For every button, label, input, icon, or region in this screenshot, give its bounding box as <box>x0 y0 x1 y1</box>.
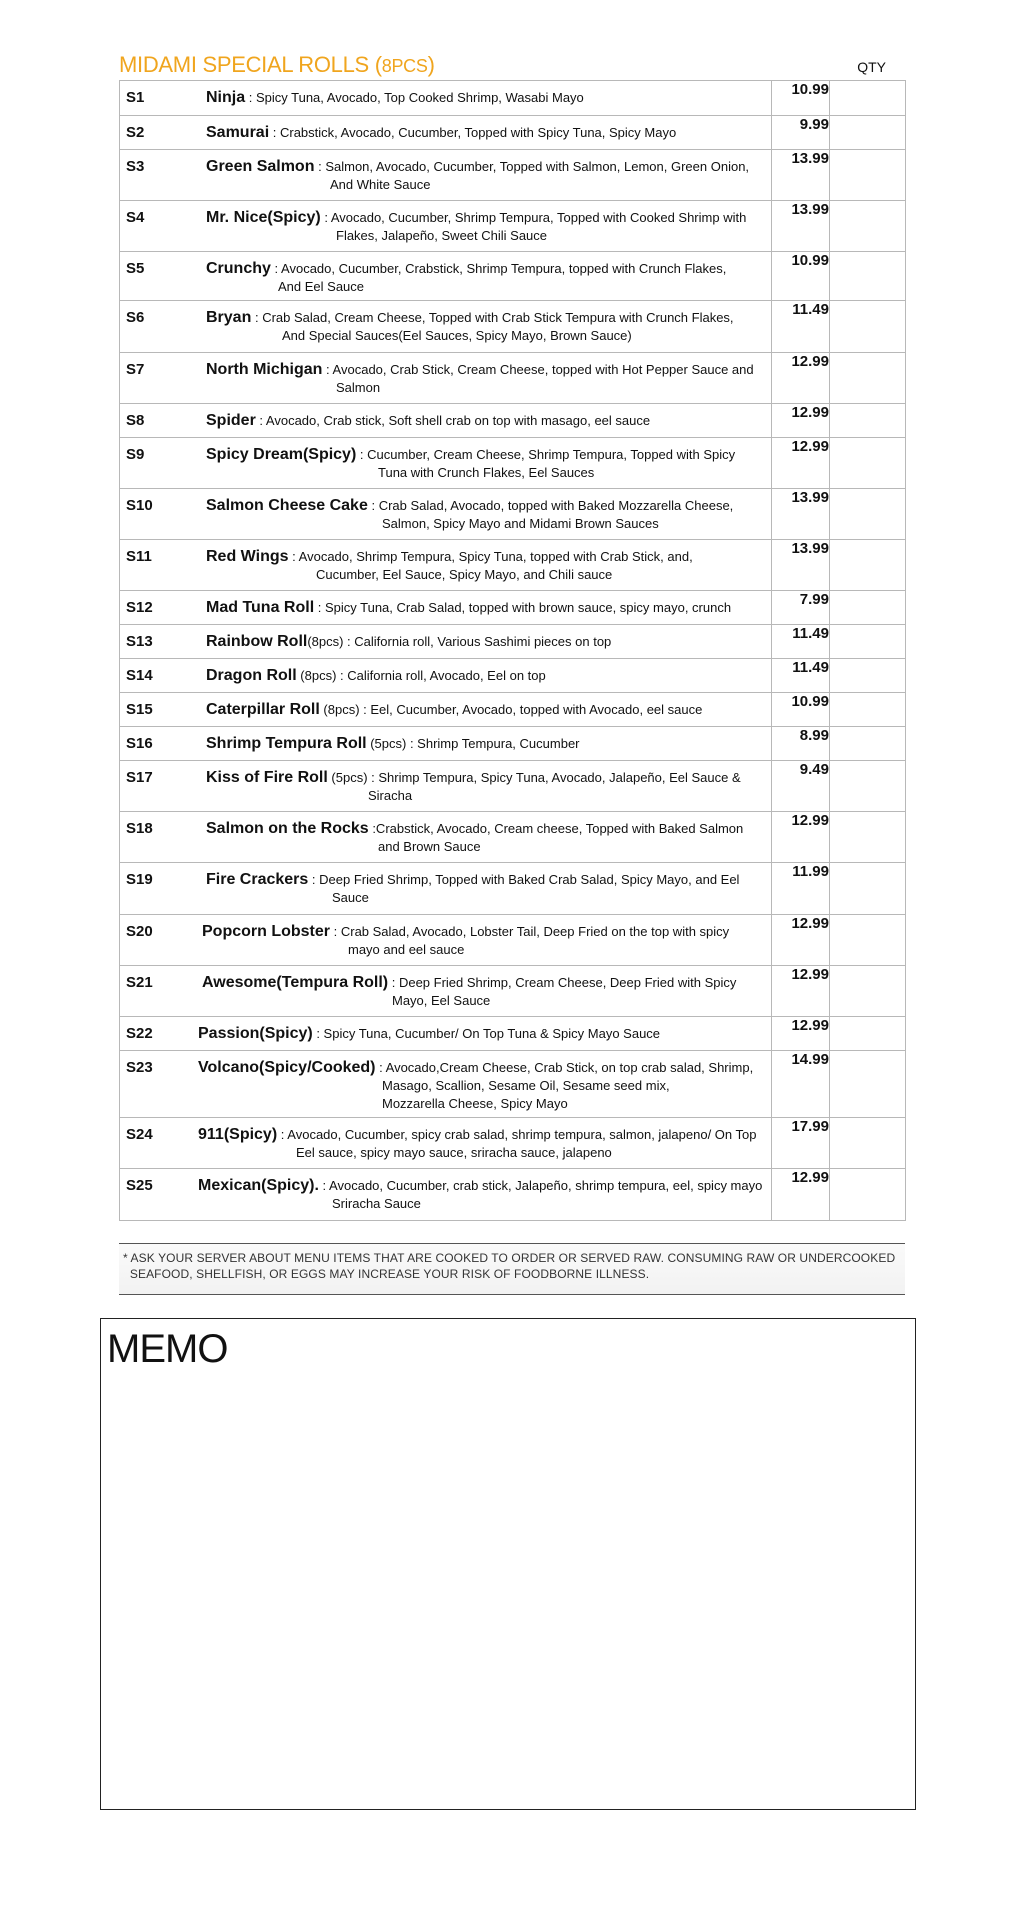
item-qty-input[interactable] <box>830 812 906 863</box>
item-cell <box>120 1118 772 1169</box>
item-qty-input[interactable] <box>830 693 906 727</box>
item-cell <box>120 301 772 353</box>
item-code: S17 <box>126 769 153 786</box>
disclaimer-line-2: SEAFOOD, SHELLFISH, OR EGGS MAY INCREASE YOUR RISK OF FOODBORNE ILLNESS. <box>129 1267 650 1281</box>
item-cell <box>120 252 772 301</box>
item-description-continued: And Eel Sauce <box>278 279 365 294</box>
item-name: Passion(Spicy) <box>198 1025 313 1042</box>
item-cell <box>120 1169 772 1221</box>
item-name: Popcorn Lobster <box>202 923 331 940</box>
table-row <box>120 693 906 727</box>
item-price: 13.99 <box>772 540 830 591</box>
item-code: S1 <box>126 89 145 106</box>
item-name: Shrimp Tempura Roll <box>206 735 367 752</box>
item-name: Bryan <box>206 309 252 326</box>
item-description-continued: Flakes, Jalapeño, Sweet Chili Sauce <box>336 228 548 243</box>
item-code: S2 <box>126 124 145 141</box>
table-row <box>120 489 906 540</box>
item-code: S12 <box>126 599 153 616</box>
item-price: 12.99 <box>772 1017 830 1051</box>
item-description-continued: Sauce <box>332 890 369 905</box>
item-code: S25 <box>126 1177 153 1194</box>
item-description-continued: Sriracha Sauce <box>332 1196 421 1211</box>
item-cell <box>120 761 772 812</box>
item-cell <box>120 81 772 116</box>
item-description-continued: mayo and eel sauce <box>348 942 465 957</box>
item-price: 10.99 <box>772 252 830 301</box>
table-row <box>120 625 906 659</box>
item-price: 17.99 <box>772 1118 830 1169</box>
item-description: : Avocado, Crab stick, Soft shell crab on top with masago, eel sauce <box>255 413 651 428</box>
item-code: S15 <box>126 701 153 718</box>
item-code: S18 <box>126 820 153 837</box>
item-cell <box>120 915 772 966</box>
item-description: : Crabstick, Avocado, Cucumber, Topped with Spicy Tuna, Spicy Mayo <box>269 125 677 140</box>
item-description: : Avocado, Crab Stick, Cream Cheese, topped with Hot Pepper Sauce and <box>322 362 754 377</box>
item-price: 14.99 <box>772 1051 830 1118</box>
item-description: : Spicy Tuna, Avocado, Top Cooked Shrimp, Wasabi Mayo <box>245 90 584 105</box>
item-code: S5 <box>126 260 145 277</box>
item-cell <box>120 659 772 693</box>
item-qty-input[interactable] <box>830 591 906 625</box>
item-price: 10.99 <box>772 81 830 116</box>
item-price: 11.49 <box>772 625 830 659</box>
item-qty-input[interactable] <box>830 659 906 693</box>
table-row <box>120 659 906 693</box>
item-qty-input[interactable] <box>830 1169 906 1221</box>
item-cell <box>120 540 772 591</box>
section-title-main: MIDAMI SPECIAL ROLLS ( <box>119 52 382 77</box>
item-description: : Avocado, Cucumber, spicy crab salad, shrimp tempura, salmon, jalapeno/ On Top <box>277 1127 757 1142</box>
table-row <box>120 966 906 1017</box>
table-row <box>120 1118 906 1169</box>
item-code: S19 <box>126 871 153 888</box>
item-price: 12.99 <box>772 438 830 489</box>
item-description-continued: Siracha <box>368 788 413 803</box>
item-description: :Crabstick, Avocado, Cream cheese, Topped with Baked Salmon <box>368 821 744 836</box>
item-code: S3 <box>126 158 145 175</box>
table-row <box>120 1017 906 1051</box>
section-title-close: ) <box>427 52 435 77</box>
item-code: S23 <box>126 1059 153 1076</box>
item-qty-input[interactable] <box>830 301 906 353</box>
memo-box[interactable] <box>100 1318 916 1810</box>
item-qty-input[interactable] <box>830 625 906 659</box>
item-name: Caterpillar Roll <box>206 701 320 718</box>
item-price: 9.99 <box>772 116 830 150</box>
item-cell <box>120 116 772 150</box>
item-price: 13.99 <box>772 201 830 252</box>
item-description: : Deep Fried Shrimp, Topped with Baked Crab Salad, Spicy Mayo, and Eel <box>308 872 740 887</box>
item-qty-input[interactable] <box>830 81 906 116</box>
item-description: : Avocado,Cream Cheese, Crab Stick, on top crab salad, Shrimp, <box>375 1060 754 1075</box>
table-row <box>120 81 906 116</box>
item-name: Crunchy <box>206 260 271 277</box>
item-description: : Avocado, Shrimp Tempura, Spicy Tuna, topped with Crab Stick, and, <box>288 549 693 564</box>
item-price: 11.99 <box>772 863 830 915</box>
item-cell <box>120 150 772 201</box>
item-price: 12.99 <box>772 1169 830 1221</box>
item-code: S4 <box>126 209 145 226</box>
table-row <box>120 252 906 301</box>
item-description-continued: Eel sauce, spicy mayo sauce, sriracha sauce, jalapeno <box>296 1145 612 1160</box>
item-cell <box>120 727 772 761</box>
table-row <box>120 353 906 404</box>
item-qty-input[interactable] <box>830 353 906 404</box>
item-description: : Crab Salad, Cream Cheese, Topped with Crab Stick Tempura with Crunch Flakes, <box>251 310 734 325</box>
item-name: North Michigan <box>206 361 323 378</box>
item-qty-input[interactable] <box>830 438 906 489</box>
table-row <box>120 150 906 201</box>
table-row <box>120 540 906 591</box>
item-name: Mexican(Spicy). <box>198 1177 319 1194</box>
item-name: Fire Crackers <box>206 871 309 888</box>
item-cell <box>120 863 772 915</box>
item-description: (5pcs) : Shrimp Tempura, Cucumber <box>366 736 580 751</box>
item-name: Samurai <box>206 124 270 141</box>
rolls-table <box>119 80 906 1221</box>
item-price: 12.99 <box>772 353 830 404</box>
item-name: Ninja <box>206 89 246 106</box>
item-code: S21 <box>126 974 153 991</box>
item-description: (5pcs) : Shrimp Tempura, Spicy Tuna, Avocado, Jalapeño, Eel Sauce & <box>327 770 741 785</box>
item-description: : Crab Salad, Avocado, Lobster Tail, Deep Fried on the top with spicy <box>330 924 730 939</box>
item-code: S11 <box>126 548 152 565</box>
item-description: (8pcs) : Eel, Cucumber, Avocado, topped with Avocado, eel sauce <box>319 702 703 717</box>
item-description: : Deep Fried Shrimp, Cream Cheese, Deep Fried with Spicy <box>388 975 737 990</box>
item-description-continued: and Brown Sauce <box>378 839 481 854</box>
item-cell <box>120 693 772 727</box>
item-cell <box>120 201 772 252</box>
item-name: Spicy Dream(Spicy) <box>206 446 357 463</box>
item-price: 12.99 <box>772 404 830 438</box>
item-code: S9 <box>126 446 145 463</box>
item-description-continued: Salmon, Spicy Mayo and Midami Brown Sauces <box>382 516 659 531</box>
item-cell <box>120 625 772 659</box>
item-name: Salmon on the Rocks <box>206 820 369 837</box>
item-qty-input[interactable] <box>830 863 906 915</box>
item-description-continued: Cucumber, Eel Sauce, Spicy Mayo, and Chili sauce <box>316 567 613 582</box>
table-row <box>120 915 906 966</box>
item-cell <box>120 489 772 540</box>
table-row <box>120 116 906 150</box>
item-cell <box>120 966 772 1017</box>
item-description: : Crab Salad, Avocado, topped with Baked Mozzarella Cheese, <box>367 498 734 513</box>
item-code: S7 <box>126 361 145 378</box>
item-price: 12.99 <box>772 812 830 863</box>
item-description-continued: Masago, Scallion, Sesame Oil, Sesame seed mix, <box>382 1078 670 1093</box>
item-name: Dragon Roll <box>206 667 297 684</box>
item-qty-input[interactable] <box>830 116 906 150</box>
item-name: Mr. Nice(Spicy) <box>206 209 321 226</box>
item-price: 12.99 <box>772 966 830 1017</box>
item-name: Kiss of Fire Roll <box>206 769 328 786</box>
menu-header <box>119 46 904 80</box>
item-price: 8.99 <box>772 727 830 761</box>
item-description: : Avocado, Cucumber, Shrimp Tempura, Topped with Cooked Shrimp with <box>320 210 747 225</box>
item-qty-input[interactable] <box>830 727 906 761</box>
item-price: 13.99 <box>772 150 830 201</box>
item-cell <box>120 812 772 863</box>
item-description: : Avocado, Cucumber, crab stick, Jalapeño, shrimp tempura, eel, spicy mayo <box>318 1178 763 1193</box>
section-title-small: 8PCS <box>381 56 428 76</box>
item-name: Awesome(Tempura Roll) <box>202 974 389 991</box>
item-qty-input[interactable] <box>830 404 906 438</box>
table-row <box>120 591 906 625</box>
item-qty-input[interactable] <box>830 966 906 1017</box>
item-price: 9.49 <box>772 761 830 812</box>
table-row <box>120 438 906 489</box>
item-cell <box>120 353 772 404</box>
item-description: : Spicy Tuna, Cucumber/ On Top Tuna & Spicy Mayo Sauce <box>312 1026 661 1041</box>
item-name: Volcano(Spicy/Cooked) <box>198 1059 376 1076</box>
item-name: Green Salmon <box>206 158 315 175</box>
item-qty-input[interactable] <box>830 540 906 591</box>
item-cell <box>120 1051 772 1118</box>
table-row <box>120 1051 906 1118</box>
item-qty-input[interactable] <box>830 1118 906 1169</box>
item-description: : Cucumber, Cream Cheese, Shrimp Tempura, Topped with Spicy <box>356 447 736 462</box>
item-cell <box>120 591 772 625</box>
item-qty-input[interactable] <box>830 252 906 301</box>
item-description-continued: Mayo, Eel Sauce <box>392 993 491 1008</box>
item-cell <box>120 1017 772 1051</box>
item-description: (8pcs) : California roll, Avocado, Eel on top <box>296 668 546 683</box>
item-price: 10.99 <box>772 693 830 727</box>
item-qty-input[interactable] <box>830 489 906 540</box>
item-qty-input[interactable] <box>830 201 906 252</box>
memo-title: MEMO <box>107 1327 228 1371</box>
item-code: S8 <box>126 412 145 429</box>
item-code: S6 <box>126 309 145 326</box>
item-code: S14 <box>126 667 153 684</box>
item-price: 12.99 <box>772 915 830 966</box>
item-name: Salmon Cheese Cake <box>206 497 368 514</box>
item-qty-input[interactable] <box>830 761 906 812</box>
item-code: S22 <box>126 1025 153 1042</box>
item-code: S16 <box>126 735 153 752</box>
item-name: 911(Spicy) <box>198 1126 278 1143</box>
table-row <box>120 301 906 353</box>
item-description: : Spicy Tuna, Crab Salad, topped with brown sauce, spicy mayo, crunch <box>314 600 732 615</box>
item-price: 7.99 <box>772 591 830 625</box>
table-row <box>120 727 906 761</box>
raw-food-disclaimer <box>119 1243 905 1295</box>
item-qty-input[interactable] <box>830 915 906 966</box>
table-row <box>120 863 906 915</box>
table-row <box>120 761 906 812</box>
item-description: (8pcs) : California roll, Various Sashimi pieces on top <box>307 634 612 649</box>
disclaimer-line-1: * ASK YOUR SERVER ABOUT MENU ITEMS THAT ARE COOKED TO ORDER OR SERVED RAW. CONSUMING RAW OR UNDERCOOKED <box>123 1251 896 1265</box>
item-name: Spider <box>206 412 256 429</box>
item-price: 11.49 <box>772 301 830 353</box>
item-name: Red Wings <box>206 548 289 565</box>
item-name: Mad Tuna Roll <box>206 599 315 616</box>
item-qty-input[interactable] <box>830 150 906 201</box>
item-code: S20 <box>126 923 153 940</box>
item-code: S24 <box>126 1126 153 1143</box>
item-code: S10 <box>126 497 153 514</box>
item-description-continued: Salmon <box>336 380 381 395</box>
item-price: 13.99 <box>772 489 830 540</box>
item-cell <box>120 438 772 489</box>
item-description-continued: And White Sauce <box>330 177 431 192</box>
item-price: 11.49 <box>772 659 830 693</box>
item-name: Rainbow Roll <box>206 633 308 650</box>
table-row <box>120 201 906 252</box>
table-row <box>120 812 906 863</box>
item-description-continued: Tuna with Crunch Flakes, Eel Sauces <box>378 465 595 480</box>
item-description-continued: Mozzarella Cheese, Spicy Mayo <box>382 1096 568 1111</box>
item-description: : Avocado, Cucumber, Crabstick, Shrimp Tempura, topped with Crunch Flakes, <box>270 261 727 276</box>
table-row <box>120 404 906 438</box>
item-qty-input[interactable] <box>830 1051 906 1118</box>
item-cell <box>120 404 772 438</box>
item-description-continued: And Special Sauces(Eel Sauces, Spicy Mayo, Brown Sauce) <box>282 328 632 343</box>
item-description: : Salmon, Avocado, Cucumber, Topped with Salmon, Lemon, Green Onion, <box>314 159 750 174</box>
qty-column-label: QTY <box>857 59 886 75</box>
section-title <box>119 52 435 78</box>
item-code: S13 <box>126 633 153 650</box>
item-qty-input[interactable] <box>830 1017 906 1051</box>
table-row <box>120 1169 906 1221</box>
